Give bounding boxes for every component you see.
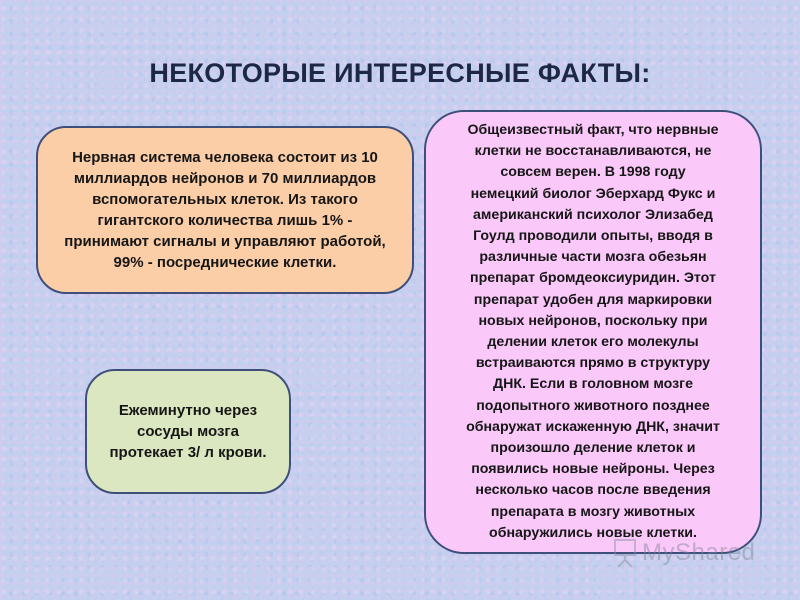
- presentation-board-icon: [612, 538, 638, 568]
- fact-text-blood: Ежеминутно через сосуды мозга протекает 3/ л крови.: [109, 402, 267, 461]
- fact-text-neurons: Нервная система человека состоит из 10 миллиардов нейронов и 70 миллиардов вспомогательных клеток. Из такого гигантского количества лишь 1% - принимают сигналы и управляют работой, 99% - посреднические клетки.: [64, 149, 386, 271]
- watermark: [612, 538, 755, 568]
- fact-box-neurons: [36, 126, 414, 294]
- fact-text-regeneration: Общеизвестный факт, что нервные клетки не восстанавливаются, не совсем верен. В 1998 году немецкий биолог Эберхард Фукс и американский психолог Элизабед Гоулд проводили опыты, вводя в различные части мозга обезьян препарат бромдеоксиуридин. Этот препарат удобен для маркировки новых нейронов, поскольку при делении клеток его молекулы встраиваются прямо в структуру ДНК. Если в головном мозге подопытного животного позднее обнаружат искаженную ДНК, значит произошло деление клеток и появились новые нейроны. Через несколько часов после введения препарата в мозгу животных обнаружились новые клетки.: [466, 121, 720, 541]
- fact-box-regeneration: [424, 110, 762, 554]
- watermark-text: MyShared: [642, 539, 756, 566]
- slide-title: НЕКОТОРЫЕ ИНТЕРЕСНЫЕ ФАКТЫ:: [149, 58, 651, 88]
- fact-box-blood: [85, 369, 291, 494]
